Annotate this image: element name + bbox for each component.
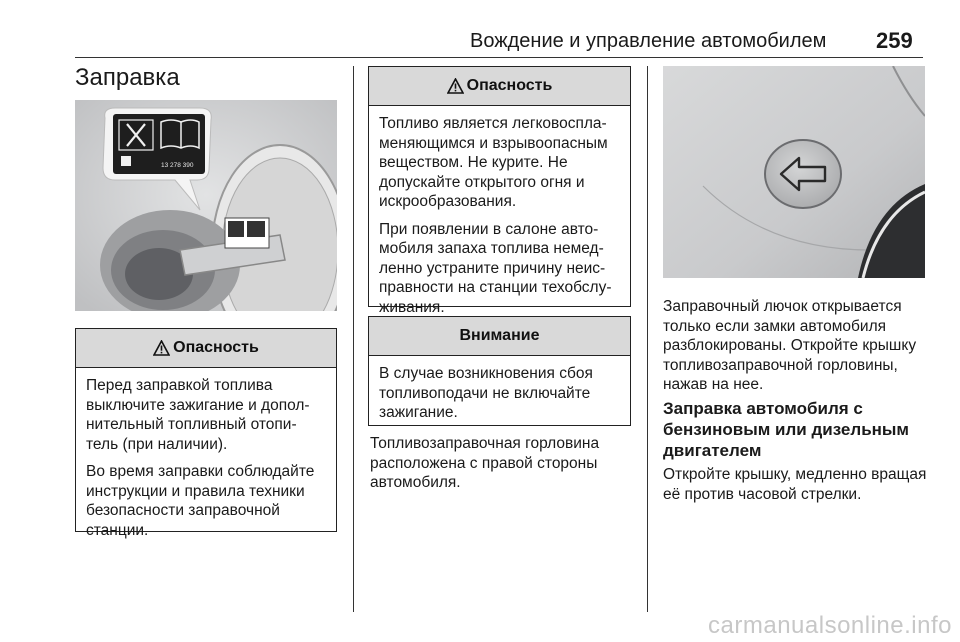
- danger-paragraph: При появлении в салоне авто-мобиля запаха топлива немед-ленно устраните причину неис-правности на станции техобслу-живания.: [379, 220, 612, 316]
- danger-box-header: [76, 329, 336, 368]
- section-title: Заправка: [75, 64, 180, 91]
- open-cap-text: [663, 465, 927, 504]
- caution-paragraph: В случае возникновения сбоя топливоподачи не включайте зажигание.: [379, 365, 593, 421]
- fuel-flap-illustration: [663, 66, 925, 278]
- page-number: 259: [876, 28, 913, 53]
- danger-paragraph: Во время заправки соблюдайте инструкции и правила техники безопасности заправочной станции.: [86, 463, 315, 539]
- danger-paragraph: Топливо является легковоспла-меняющимся и взрывоопасным веществом. Не курите. Не допускайте открытого огня и искрообразования.: [379, 115, 608, 210]
- body-paragraph: Откройте крышку, медленно вращая её против часовой стрелки.: [663, 466, 927, 503]
- fuel-flap-text: [663, 297, 927, 395]
- caution-label: Внимание: [459, 327, 540, 344]
- danger-label: Опасность: [173, 339, 259, 356]
- body-paragraph: Топливозаправочная горловина расположена с правой стороны автомобиля.: [370, 435, 600, 491]
- danger-box-fuel: [368, 66, 631, 316]
- fuel-door-illustration: [75, 100, 337, 311]
- figure-label-number: 13 278 390: [161, 162, 194, 169]
- danger-box-refuel: [75, 328, 337, 539]
- fuel-flap-figure: [663, 66, 925, 278]
- caution-box: [368, 316, 631, 426]
- danger-paragraph: Перед заправкой топлива выключите зажигание и допол-нительный топливный отопи-тель (при наличии).: [86, 377, 310, 453]
- subheading: Заправка автомобиля с бензиновым или дизельным двигателем: [663, 399, 910, 460]
- fuel-door-figure: [75, 100, 337, 311]
- watermark: carmanualsonline.info: [708, 612, 952, 639]
- warning-triangle-icon: [153, 340, 170, 356]
- header-rule: [75, 57, 923, 58]
- warning-triangle-icon: [447, 78, 464, 94]
- column-divider-right: [647, 66, 648, 612]
- filler-location-text: [370, 434, 630, 493]
- body-paragraph: Заправочный лючок открывается только если замки автомобиля разблокированы. Откройте крышку топливозаправочной горловины, нажав на нее.: [663, 298, 917, 393]
- column-divider-left: [353, 66, 354, 612]
- caution-box-header: [369, 317, 630, 356]
- running-header: Вождение и управление автомобилем: [470, 30, 827, 52]
- danger-box-header: [369, 67, 630, 106]
- danger-label: Опасность: [466, 77, 553, 94]
